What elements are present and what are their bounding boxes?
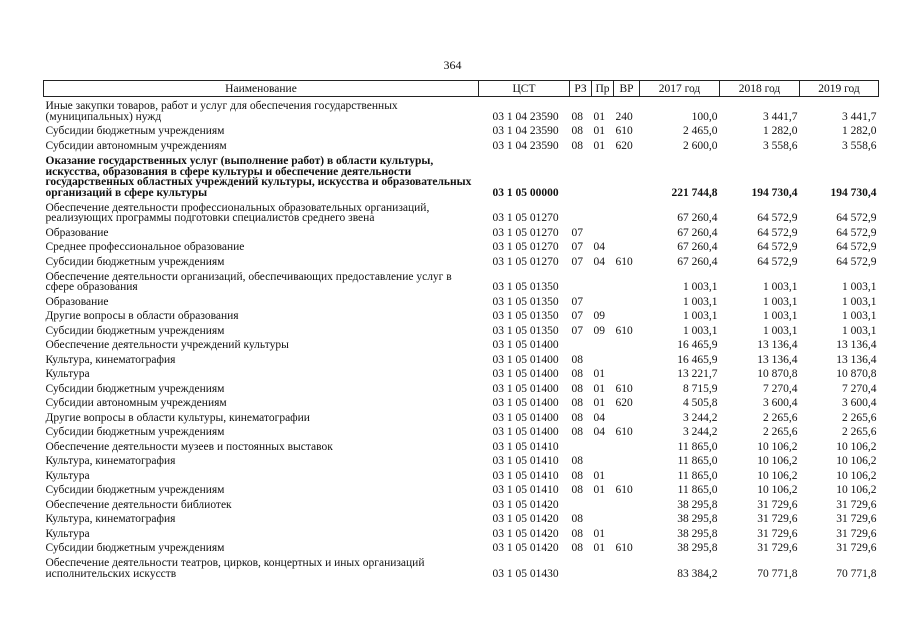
- cell-vr: [614, 337, 640, 352]
- cell-cst: 03 1 05 01420: [492, 527, 559, 540]
- cell-name: Субсидии автономным учреждениям: [45, 139, 227, 152]
- cell-name: Культура, кинематография: [45, 513, 176, 526]
- cell-2018: 31 729,6: [757, 513, 798, 526]
- cell-cst: 03 1 05 01350: [492, 295, 559, 308]
- cell-2018: 1 003,1: [763, 281, 798, 294]
- cell-2018: 194 730,4: [751, 186, 798, 199]
- cell-2019: 3 600,4: [842, 397, 877, 410]
- cell-name: Культура: [45, 469, 90, 482]
- table-row: [44, 525, 879, 540]
- cell-vr: [614, 511, 640, 526]
- column-header-rz: РЗ: [570, 81, 592, 97]
- column-header-2017: 2017 год: [640, 81, 720, 97]
- cell-rz: 07: [571, 310, 583, 323]
- cell-rz: 07: [571, 295, 583, 308]
- cell-rz: 08: [571, 469, 583, 482]
- cell-name: Среднее профессиональное образование: [45, 241, 245, 254]
- cell-name: Субсидии бюджетным учреждениям: [45, 484, 225, 497]
- cell-2019: 7 270,4: [842, 382, 877, 395]
- cell-vr: 240: [615, 110, 633, 123]
- cell-2017: 16 465,9: [677, 353, 718, 366]
- table-row: [44, 395, 879, 410]
- cell-name: Оказание государственных услуг (выполнение работ) в области культуры, искусства, образования в сфере культуры и обеспечение деятельности государственных областных учреждений культуры, искусства и образовательных организаций в сфере культуры: [45, 155, 472, 199]
- cell-2017: 67 260,4: [677, 226, 718, 239]
- cell-2017: 1 003,1: [683, 281, 718, 294]
- cell-pr: 01: [593, 139, 605, 152]
- cell-2018: 64 572,9: [757, 226, 798, 239]
- cell-pr: [592, 554, 614, 580]
- cell-rz: [570, 268, 592, 294]
- cell-2018: 2 265,6: [763, 411, 798, 424]
- cell-2017: 2 465,0: [683, 125, 718, 138]
- table-row: [44, 366, 879, 381]
- cell-2017: 67 260,4: [677, 255, 718, 268]
- cell-pr: [592, 199, 614, 225]
- cell-2017: 11 865,0: [677, 440, 718, 453]
- cell-vr: 620: [615, 139, 633, 152]
- cell-cst: 03 1 05 01400: [492, 411, 559, 424]
- cell-rz: 07: [571, 241, 583, 254]
- cell-cst: 03 1 05 01270: [492, 241, 559, 254]
- cell-cst: 03 1 05 01420: [492, 498, 559, 511]
- cell-vr: [614, 152, 640, 199]
- cell-2018: 64 572,9: [757, 241, 798, 254]
- cell-vr: [614, 293, 640, 308]
- cell-2017: 1 003,1: [683, 310, 718, 323]
- table-row: [44, 380, 879, 395]
- table-row: [44, 152, 879, 199]
- table-row: [44, 438, 879, 453]
- cell-2019: 70 771,8: [836, 567, 877, 580]
- cell-pr: 01: [593, 484, 605, 497]
- cell-pr: 01: [593, 527, 605, 540]
- cell-2019: 31 729,6: [836, 542, 877, 555]
- cell-2017: 67 260,4: [677, 212, 718, 225]
- cell-pr: [592, 511, 614, 526]
- cell-2018: 7 270,4: [763, 382, 798, 395]
- cell-name: Другие вопросы в области культуры, кинематографии: [45, 411, 310, 424]
- cell-vr: [614, 239, 640, 254]
- cell-rz: 08: [571, 527, 583, 540]
- cell-name: Культура, кинематография: [45, 353, 176, 366]
- table-row: [44, 239, 879, 254]
- cell-rz: [570, 438, 592, 453]
- cell-vr: [614, 467, 640, 482]
- cell-cst: 03 1 05 01400: [492, 339, 559, 352]
- cell-2018: 10 870,8: [757, 368, 798, 381]
- cell-2017: 83 384,2: [677, 567, 718, 580]
- cell-2019: 3 558,6: [842, 139, 877, 152]
- cell-2019: 64 572,9: [836, 226, 877, 239]
- table-row: [44, 199, 879, 225]
- cell-vr: 610: [615, 324, 633, 337]
- table-row: [44, 293, 879, 308]
- cell-2019: 10 106,2: [836, 469, 877, 482]
- cell-2018: 3 441,7: [763, 110, 798, 123]
- cell-2019: 13 136,4: [836, 353, 877, 366]
- cell-name: Субсидии бюджетным учреждениям: [45, 542, 225, 555]
- cell-cst: 03 1 05 01350: [492, 324, 559, 337]
- cell-cst: 03 1 05 01410: [492, 455, 559, 468]
- cell-rz: 08: [571, 411, 583, 424]
- cell-name: Обеспечение деятельности библиотек: [45, 498, 232, 511]
- column-header-2019: 2019 год: [800, 81, 879, 97]
- cell-2017: 8 715,9: [683, 382, 718, 395]
- page-number: 364: [443, 58, 462, 72]
- cell-2017: 38 295,8: [677, 542, 718, 555]
- cell-name: Субсидии бюджетным учреждениям: [45, 426, 225, 439]
- cell-rz: 08: [571, 426, 583, 439]
- cell-2017: 100,0: [691, 110, 718, 123]
- cell-cst: 03 1 05 01400: [492, 426, 559, 439]
- cell-2018: 31 729,6: [757, 527, 798, 540]
- cell-2019: 64 572,9: [836, 241, 877, 254]
- cell-2019: 10 106,2: [836, 455, 877, 468]
- cell-name: Обеспечение деятельности учреждений культуры: [45, 339, 289, 352]
- cell-cst: 03 1 05 01410: [492, 440, 559, 453]
- cell-2019: 3 441,7: [842, 110, 877, 123]
- cell-2019: 1 003,1: [842, 310, 877, 323]
- cell-pr: 01: [593, 382, 605, 395]
- cell-cst: 03 1 05 01420: [492, 513, 559, 526]
- cell-rz: 08: [571, 353, 583, 366]
- table-row: [44, 308, 879, 323]
- table-row: [44, 253, 879, 268]
- cell-pr: 01: [593, 397, 605, 410]
- cell-cst: 03 1 04 23590: [492, 139, 559, 152]
- cell-2017: 1 003,1: [683, 295, 718, 308]
- cell-vr: [614, 453, 640, 468]
- cell-2018: 3 558,6: [763, 139, 798, 152]
- cell-pr: 01: [593, 469, 605, 482]
- cell-pr: [592, 438, 614, 453]
- cell-2019: 1 003,1: [842, 281, 877, 294]
- cell-name: Обеспечение деятельности театров, цирков, концертных и иных организаций исполнительских искусств: [45, 557, 425, 580]
- cell-2019: 2 265,6: [842, 426, 877, 439]
- table-row: [44, 322, 879, 337]
- column-header-cst: ЦСТ: [479, 81, 570, 97]
- cell-2017: 3 244,2: [683, 411, 718, 424]
- cell-2018: 1 003,1: [763, 295, 798, 308]
- cell-rz: 07: [571, 324, 583, 337]
- cell-2017: 38 295,8: [677, 498, 718, 511]
- cell-pr: 04: [593, 411, 605, 424]
- cell-rz: 08: [571, 139, 583, 152]
- cell-2017: 11 865,0: [677, 469, 718, 482]
- table-row: [44, 467, 879, 482]
- cell-vr: [614, 199, 640, 225]
- cell-2019: 31 729,6: [836, 527, 877, 540]
- cell-2018: 64 572,9: [757, 212, 798, 225]
- cell-2018: 13 136,4: [757, 339, 798, 352]
- cell-rz: 08: [571, 125, 583, 138]
- cell-2017: 13 221,7: [677, 368, 718, 381]
- table-row: [44, 554, 879, 580]
- cell-pr: [592, 453, 614, 468]
- cell-2017: 221 744,8: [671, 186, 718, 199]
- cell-rz: [570, 554, 592, 580]
- table-row: [44, 424, 879, 439]
- cell-2017: 16 465,9: [677, 339, 718, 352]
- cell-name: Обеспечение деятельности профессиональных образовательных организаций, реализующих программы подготовки специалистов среднего звена: [45, 201, 430, 225]
- cell-vr: 610: [615, 542, 633, 555]
- cell-cst: 03 1 05 01400: [492, 353, 559, 366]
- cell-name: Культура: [45, 368, 90, 381]
- cell-name: Обеспечение деятельности музеев и постоянных выставок: [45, 440, 333, 453]
- cell-pr: [592, 293, 614, 308]
- cell-2017: 4 505,8: [683, 397, 718, 410]
- cell-2018: 10 106,2: [757, 455, 798, 468]
- cell-cst: 03 1 05 01270: [492, 212, 559, 225]
- cell-name: Образование: [45, 295, 109, 308]
- cell-2019: 13 136,4: [836, 339, 877, 352]
- cell-name: Иные закупки товаров, работ и услуг для обеспечения государственных (муниципальных) нужд: [45, 100, 398, 123]
- cell-2017: 11 865,0: [677, 455, 718, 468]
- cell-2018: 64 572,9: [757, 255, 798, 268]
- cell-rz: [570, 496, 592, 511]
- cell-2019: 1 282,0: [842, 125, 877, 138]
- cell-name: Культура: [45, 527, 90, 540]
- cell-rz: [570, 337, 592, 352]
- cell-vr: 610: [615, 125, 633, 138]
- cell-rz: 07: [571, 255, 583, 268]
- budget-table: [43, 80, 879, 580]
- cell-2019: 2 265,6: [842, 411, 877, 424]
- cell-name: Субсидии бюджетным учреждениям: [45, 125, 225, 138]
- cell-2019: 1 003,1: [842, 295, 877, 308]
- cell-cst: 03 1 05 00000: [492, 186, 559, 199]
- cell-2017: 38 295,8: [677, 513, 718, 526]
- cell-cst: 03 1 05 01410: [492, 469, 559, 482]
- cell-cst: 03 1 05 01270: [492, 226, 559, 239]
- cell-pr: [592, 152, 614, 199]
- cell-vr: [614, 554, 640, 580]
- cell-cst: 03 1 05 01410: [492, 484, 559, 497]
- cell-rz: 08: [571, 110, 583, 123]
- cell-cst: 03 1 05 01420: [492, 542, 559, 555]
- cell-rz: 08: [571, 397, 583, 410]
- cell-vr: [614, 496, 640, 511]
- cell-rz: [570, 199, 592, 225]
- cell-2018: 13 136,4: [757, 353, 798, 366]
- cell-vr: [614, 268, 640, 294]
- cell-vr: [614, 351, 640, 366]
- cell-2017: 11 865,0: [677, 484, 718, 497]
- table-row: [44, 409, 879, 424]
- cell-pr: 01: [593, 125, 605, 138]
- table-row: [44, 453, 879, 468]
- cell-rz: [570, 152, 592, 199]
- cell-pr: [592, 337, 614, 352]
- cell-vr: [614, 525, 640, 540]
- cell-name: Субсидии автономным учреждениям: [45, 397, 227, 410]
- table-row: [44, 496, 879, 511]
- cell-2019: 1 003,1: [842, 324, 877, 337]
- cell-pr: [592, 268, 614, 294]
- cell-pr: 01: [593, 368, 605, 381]
- cell-vr: [614, 366, 640, 381]
- cell-name: Другие вопросы в области образования: [45, 310, 239, 323]
- cell-cst: 03 1 05 01400: [492, 368, 559, 381]
- cell-rz: 08: [571, 542, 583, 555]
- cell-vr: 620: [615, 397, 633, 410]
- column-header-name: Наименование: [44, 81, 479, 97]
- cell-2018: 10 106,2: [757, 440, 798, 453]
- table-row: [44, 540, 879, 555]
- cell-pr: 01: [593, 110, 605, 123]
- cell-cst: 03 1 05 01400: [492, 397, 559, 410]
- cell-vr: [614, 224, 640, 239]
- cell-cst: 03 1 05 01400: [492, 382, 559, 395]
- cell-pr: 04: [593, 426, 605, 439]
- cell-name: Субсидии бюджетным учреждениям: [45, 255, 225, 268]
- cell-rz: 07: [571, 226, 583, 239]
- table-row: [44, 511, 879, 526]
- cell-2018: 31 729,6: [757, 498, 798, 511]
- table-row: [44, 137, 879, 152]
- cell-2019: 10 106,2: [836, 440, 877, 453]
- cell-cst: 03 1 04 23590: [492, 110, 559, 123]
- table-header-row: [44, 81, 879, 97]
- cell-name: Культура, кинематография: [45, 455, 176, 468]
- cell-pr: [592, 224, 614, 239]
- cell-2019: 10 106,2: [836, 484, 877, 497]
- cell-2018: 10 106,2: [757, 484, 798, 497]
- cell-2019: 31 729,6: [836, 513, 877, 526]
- cell-vr: [614, 409, 640, 424]
- cell-pr: 09: [593, 310, 605, 323]
- table-row: [44, 224, 879, 239]
- cell-cst: 03 1 05 01430: [492, 567, 559, 580]
- cell-cst: 03 1 04 23590: [492, 125, 559, 138]
- cell-name: Субсидии бюджетным учреждениям: [45, 382, 225, 395]
- cell-vr: 610: [615, 426, 633, 439]
- cell-2019: 10 870,8: [836, 368, 877, 381]
- column-header-vr: ВР: [614, 81, 640, 97]
- cell-2019: 64 572,9: [836, 212, 877, 225]
- cell-rz: 08: [571, 513, 583, 526]
- cell-2017: 67 260,4: [677, 241, 718, 254]
- cell-2018: 31 729,6: [757, 542, 798, 555]
- cell-2017: 38 295,8: [677, 527, 718, 540]
- cell-2019: 31 729,6: [836, 498, 877, 511]
- cell-cst: 03 1 05 01350: [492, 310, 559, 323]
- cell-2019: 194 730,4: [830, 186, 877, 199]
- cell-2017: 3 244,2: [683, 426, 718, 439]
- cell-cst: 03 1 05 01270: [492, 255, 559, 268]
- cell-vr: 610: [615, 382, 633, 395]
- cell-name: Обеспечение деятельности организаций, обеспечивающих предоставление услуг в сфере образования: [45, 270, 452, 294]
- cell-2018: 70 771,8: [757, 567, 798, 580]
- cell-vr: 610: [615, 484, 633, 497]
- table-body: [44, 97, 879, 580]
- cell-name: Субсидии бюджетным учреждениям: [45, 324, 225, 337]
- cell-pr: 09: [593, 324, 605, 337]
- column-header-pr: Пр: [592, 81, 614, 97]
- column-header-2018: 2018 год: [720, 81, 800, 97]
- cell-vr: [614, 308, 640, 323]
- cell-name: Образование: [45, 226, 109, 239]
- cell-vr: [614, 438, 640, 453]
- cell-pr: 01: [593, 542, 605, 555]
- cell-rz: 08: [571, 382, 583, 395]
- cell-pr: 04: [593, 255, 605, 268]
- cell-2018: 10 106,2: [757, 469, 798, 482]
- cell-2018: 2 265,6: [763, 426, 798, 439]
- cell-vr: 610: [615, 255, 633, 268]
- table-row: [44, 268, 879, 294]
- table-row: [44, 482, 879, 497]
- cell-cst: 03 1 05 01350: [492, 281, 559, 294]
- cell-2018: 1 003,1: [763, 324, 798, 337]
- cell-rz: 08: [571, 455, 583, 468]
- table-row: [44, 337, 879, 352]
- table-row: [44, 123, 879, 138]
- cell-rz: 08: [571, 368, 583, 381]
- cell-2017: 2 600,0: [683, 139, 718, 152]
- cell-pr: [592, 351, 614, 366]
- table-row: [44, 97, 879, 123]
- cell-2018: 1 003,1: [763, 310, 798, 323]
- cell-2018: 3 600,4: [763, 397, 798, 410]
- cell-2018: 1 282,0: [763, 125, 798, 138]
- cell-2019: 64 572,9: [836, 255, 877, 268]
- cell-pr: 04: [593, 241, 605, 254]
- cell-2017: 1 003,1: [683, 324, 718, 337]
- cell-pr: [592, 496, 614, 511]
- table-row: [44, 351, 879, 366]
- cell-rz: 08: [571, 484, 583, 497]
